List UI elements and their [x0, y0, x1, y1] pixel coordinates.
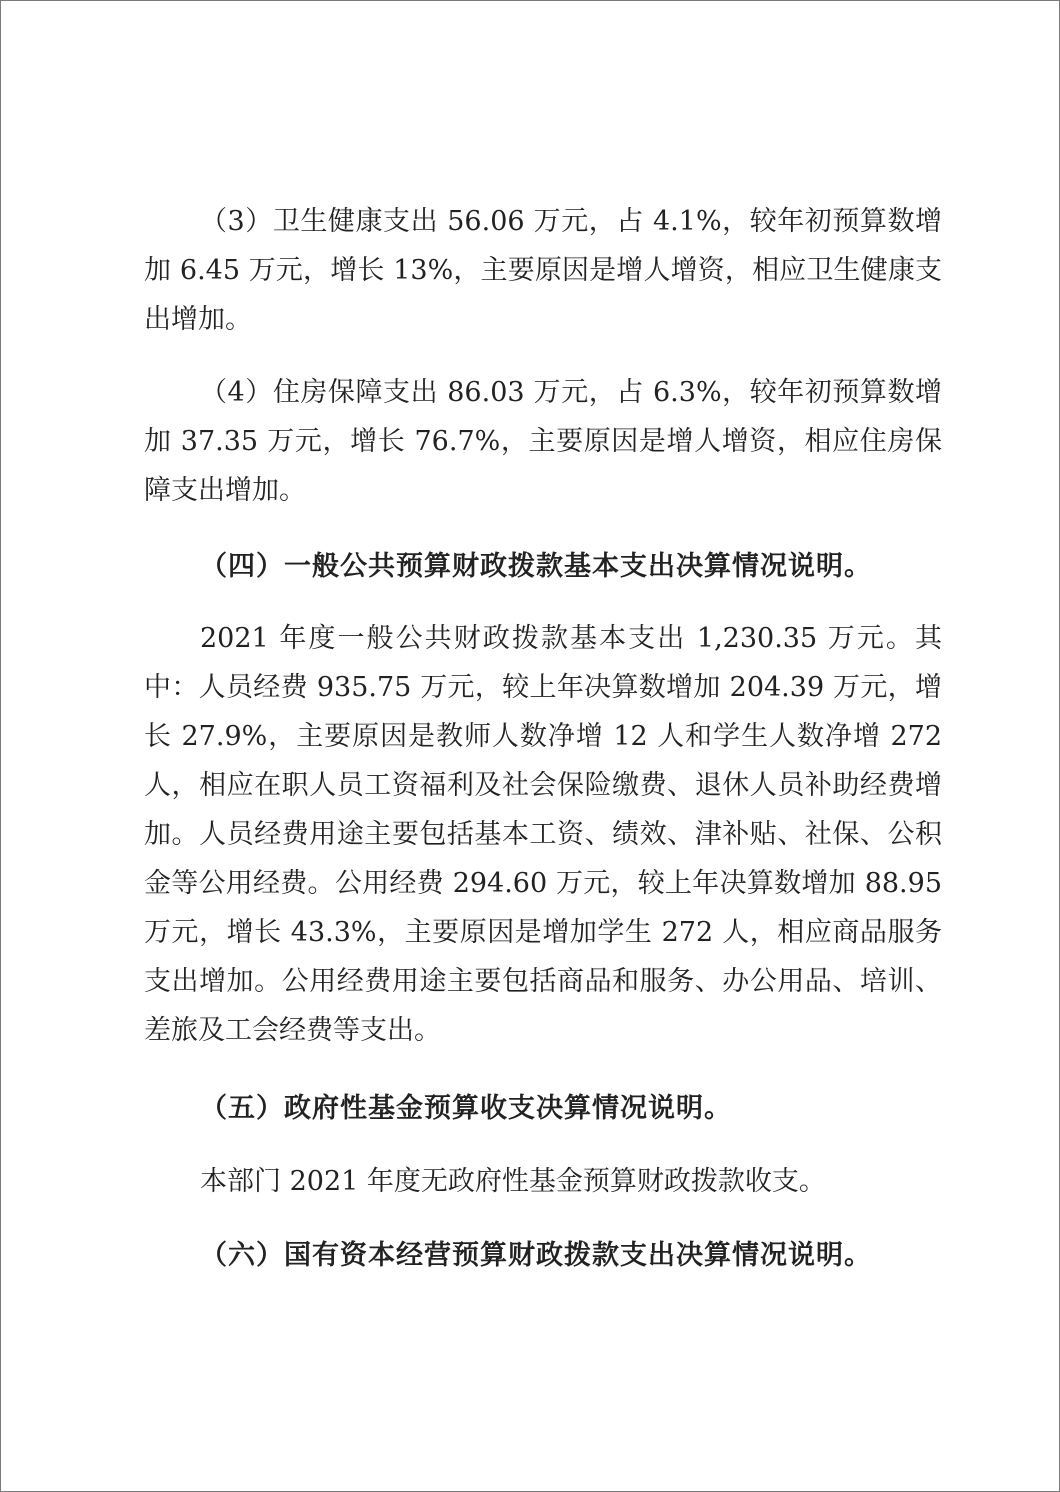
paragraph-basic-expenditure-detail: 2021 年度一般公共财政拨款基本支出 1,230.35 万元。其中：人员经费 935.75 万元，较上年决算数增加 204.39 万元，增长 27.9%，主要原因是教师人数净增 12 人和学生人数净增 272 人，相应在职人员工资福利及社会保险缴费、退休人员补助经费增加。人员经费用途主要包括基本工资、绩效、津补贴、社保、公积金等公用经费。公用经费 294.60 万元，较上年决算数增加 88.95 万元，增长 43.3%，主要原因是增加学生 272 人，相应商品服务支出增加。公用经费用途主要包括商品和服务、办公用品、培训、差旅及工会经费等支出。: [144, 623, 942, 1046]
section-heading-state-capital: （六）国有资本经营预算财政拨款支出决算情况说明。: [200, 1240, 872, 1271]
paragraph-housing-expenditure: （4）住房保障支出 86.03 万元，占 6.3%，较年初预算数增加 37.35 万元，增长 76.7%，主要原因是增人增资，相应住房保障支出增加。: [144, 377, 942, 506]
paragraph-government-fund-detail: 本部门 2021 年度无政府性基金预算财政拨款收支。: [200, 1166, 826, 1197]
paragraph-health-expenditure: （3）卫生健康支出 56.06 万元，占 4.1%，较年初预算数增加 6.45 万元，增长 13%，主要原因是增人增资，相应卫生健康支出增加。: [144, 206, 942, 335]
section-heading-basic-expenditure: （四）一般公共预算财政拨款基本支出决算情况说明。: [200, 551, 872, 582]
section-heading-government-fund: （五）政府性基金预算收支决算情况说明。: [200, 1093, 732, 1124]
